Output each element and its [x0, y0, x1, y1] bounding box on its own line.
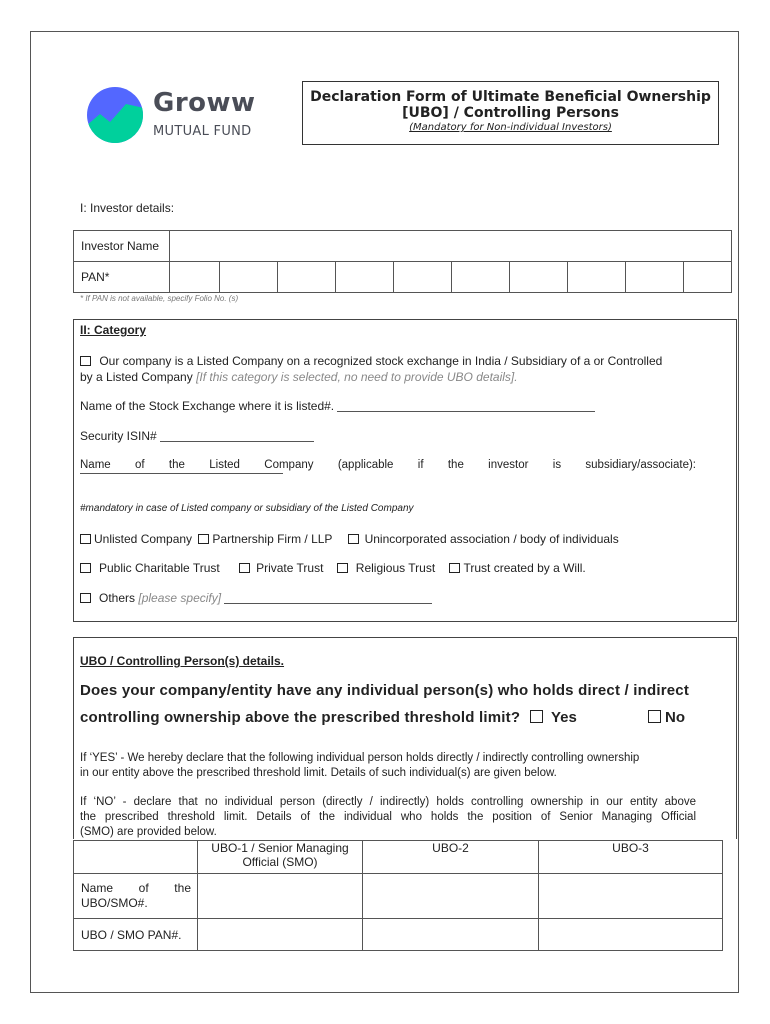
unincorporated-association-label: Unincorporated association / body of individuals [364, 532, 619, 546]
listed-company-text: Our company is a Listed Company on a recognized stock exchange in India / Subsidiary of a or Controlled [99, 354, 663, 368]
private-trust-checkbox[interactable] [239, 563, 250, 573]
listed-company-option [80, 353, 720, 385]
religious-trust-checkbox[interactable] [337, 563, 348, 573]
investor-name-field[interactable] [170, 231, 732, 262]
unlisted-company-label: Unlisted Company [94, 532, 193, 546]
ubo-heading: UBO / Controlling Person(s) details. [80, 654, 285, 668]
ubo-question-line1: Does your company/entity have any individual person(s) who holds direct / indirect [80, 682, 690, 699]
listed-company-text2: by a Listed Company [80, 370, 193, 384]
listed-company-hint: [If this category is selected, no need to provide UBO details]. [196, 370, 518, 384]
yes-option [530, 709, 577, 726]
brand-subtitle: MUTUAL FUND [153, 124, 252, 139]
pan-cell[interactable] [510, 262, 568, 293]
isin-label: Security ISIN# [80, 429, 157, 443]
investor-details-heading: I: Investor details: [80, 201, 175, 215]
unlisted-company-checkbox[interactable] [80, 534, 91, 544]
no-checkbox[interactable] [648, 710, 661, 723]
pan-label: PAN* [74, 262, 170, 293]
if-yes-line2: in our entity above the prescribed threshold limit. Details of such individual(s) are given below. [80, 767, 557, 779]
ubo-pan-label: UBO / SMO PAN#. [74, 919, 198, 951]
public-charitable-trust-label: Public Charitable Trust [99, 561, 220, 575]
religious-trust-label: Religious Trust [355, 561, 436, 575]
pan-cell[interactable] [220, 262, 278, 293]
ubo-table-corner [74, 841, 198, 874]
if-no-line1: If ‘NO’ - declare that no individual person (directly / indirectly) holds controlling ownership in our entity above [80, 796, 696, 808]
no-label: No [665, 709, 685, 726]
investor-name-label: Investor Name [74, 231, 170, 262]
stock-exchange-row [80, 399, 595, 413]
ubo2-header: UBO-2 [363, 841, 539, 874]
if-yes-line1: If ‘YES’ - We hereby declare that the following individual person holds directly / indirectly controlling ownership [80, 752, 640, 764]
pan-note: * If PAN is not available, specify Folio No. (s) [80, 294, 239, 303]
partnership-firm-checkbox[interactable] [198, 534, 209, 544]
pan-cell[interactable] [394, 262, 452, 293]
if-no-line3: (SMO) are provided below. [80, 826, 217, 838]
category-options-row2 [80, 561, 586, 575]
ubo-name-label-line1: Name of the [81, 881, 191, 895]
unincorporated-association-checkbox[interactable] [348, 534, 359, 544]
ubo2-name-field[interactable] [363, 874, 539, 919]
if-no-line2: the prescribed threshold limit. Details of the individual who holds the position of Senior Managing Official [80, 811, 696, 823]
form-title-note: (Mandatory for Non-individual Investors) [409, 122, 612, 133]
private-trust-label: Private Trust [256, 561, 324, 575]
ubo-name-label-line2: UBO/SMO#. [81, 896, 148, 910]
others-label: Others [99, 591, 136, 605]
listed-company-checkbox[interactable] [80, 356, 91, 366]
ubo1-header [198, 841, 363, 874]
pan-cell[interactable] [452, 262, 510, 293]
isin-input[interactable] [160, 441, 314, 442]
listed-company-name-label: Name of the Listed Company (applicable if the investor is subsidiary/associate): [80, 459, 696, 471]
mandatory-note: #mandatory in case of Listed company or subsidiary of the Listed Company [80, 503, 414, 514]
public-charitable-trust-checkbox[interactable] [80, 563, 91, 573]
groww-logo-icon [86, 86, 144, 144]
others-input[interactable] [224, 603, 432, 604]
if-no-text [80, 795, 696, 840]
form-title-box [302, 81, 719, 145]
pan-cell[interactable] [626, 262, 684, 293]
pan-cell[interactable] [568, 262, 626, 293]
others-hint: [please specify] [138, 591, 222, 605]
ubo1-header-line2: Official (SMO) [242, 855, 318, 869]
ubo1-pan-field[interactable] [198, 919, 363, 951]
ubo-question-line2: controlling ownership above the prescribed threshold limit? [80, 709, 521, 726]
ubo3-name-field[interactable] [539, 874, 723, 919]
investor-details-table [73, 230, 732, 293]
listed-company-name-input[interactable] [80, 473, 283, 474]
others-checkbox[interactable] [80, 593, 91, 603]
partnership-firm-label: Partnership Firm / LLP [212, 532, 333, 546]
stock-exchange-label: Name of the Stock Exchange where it is listed#. [80, 399, 335, 413]
ubo1-name-field[interactable] [198, 874, 363, 919]
trust-by-will-label: Trust created by a Will. [463, 561, 586, 575]
ubo-table [73, 840, 723, 951]
pan-cell[interactable] [278, 262, 336, 293]
ubo3-pan-field[interactable] [539, 919, 723, 951]
form-title-line1: Declaration Form of Ultimate Beneficial Ownership [310, 89, 711, 105]
pan-cell[interactable] [336, 262, 394, 293]
category-heading: II: Category [80, 323, 147, 337]
pan-cell[interactable] [684, 262, 732, 293]
isin-row [80, 429, 314, 443]
form-title-line2: [UBO] / Controlling Persons [402, 105, 619, 121]
pan-cell[interactable] [170, 262, 220, 293]
category-options-row1 [80, 532, 619, 546]
ubo2-pan-field[interactable] [363, 919, 539, 951]
if-yes-text [80, 751, 639, 781]
ubo1-header-line1: UBO-1 / Senior Managing [211, 841, 349, 855]
yes-checkbox[interactable] [530, 710, 543, 723]
ubo3-header: UBO-3 [539, 841, 723, 874]
ubo-name-label [74, 874, 198, 919]
yes-label: Yes [551, 709, 577, 726]
trust-by-will-checkbox[interactable] [449, 563, 460, 573]
brand-name: Groww [153, 88, 256, 118]
no-option [648, 709, 685, 726]
stock-exchange-input[interactable] [337, 411, 595, 412]
others-row [80, 591, 432, 605]
